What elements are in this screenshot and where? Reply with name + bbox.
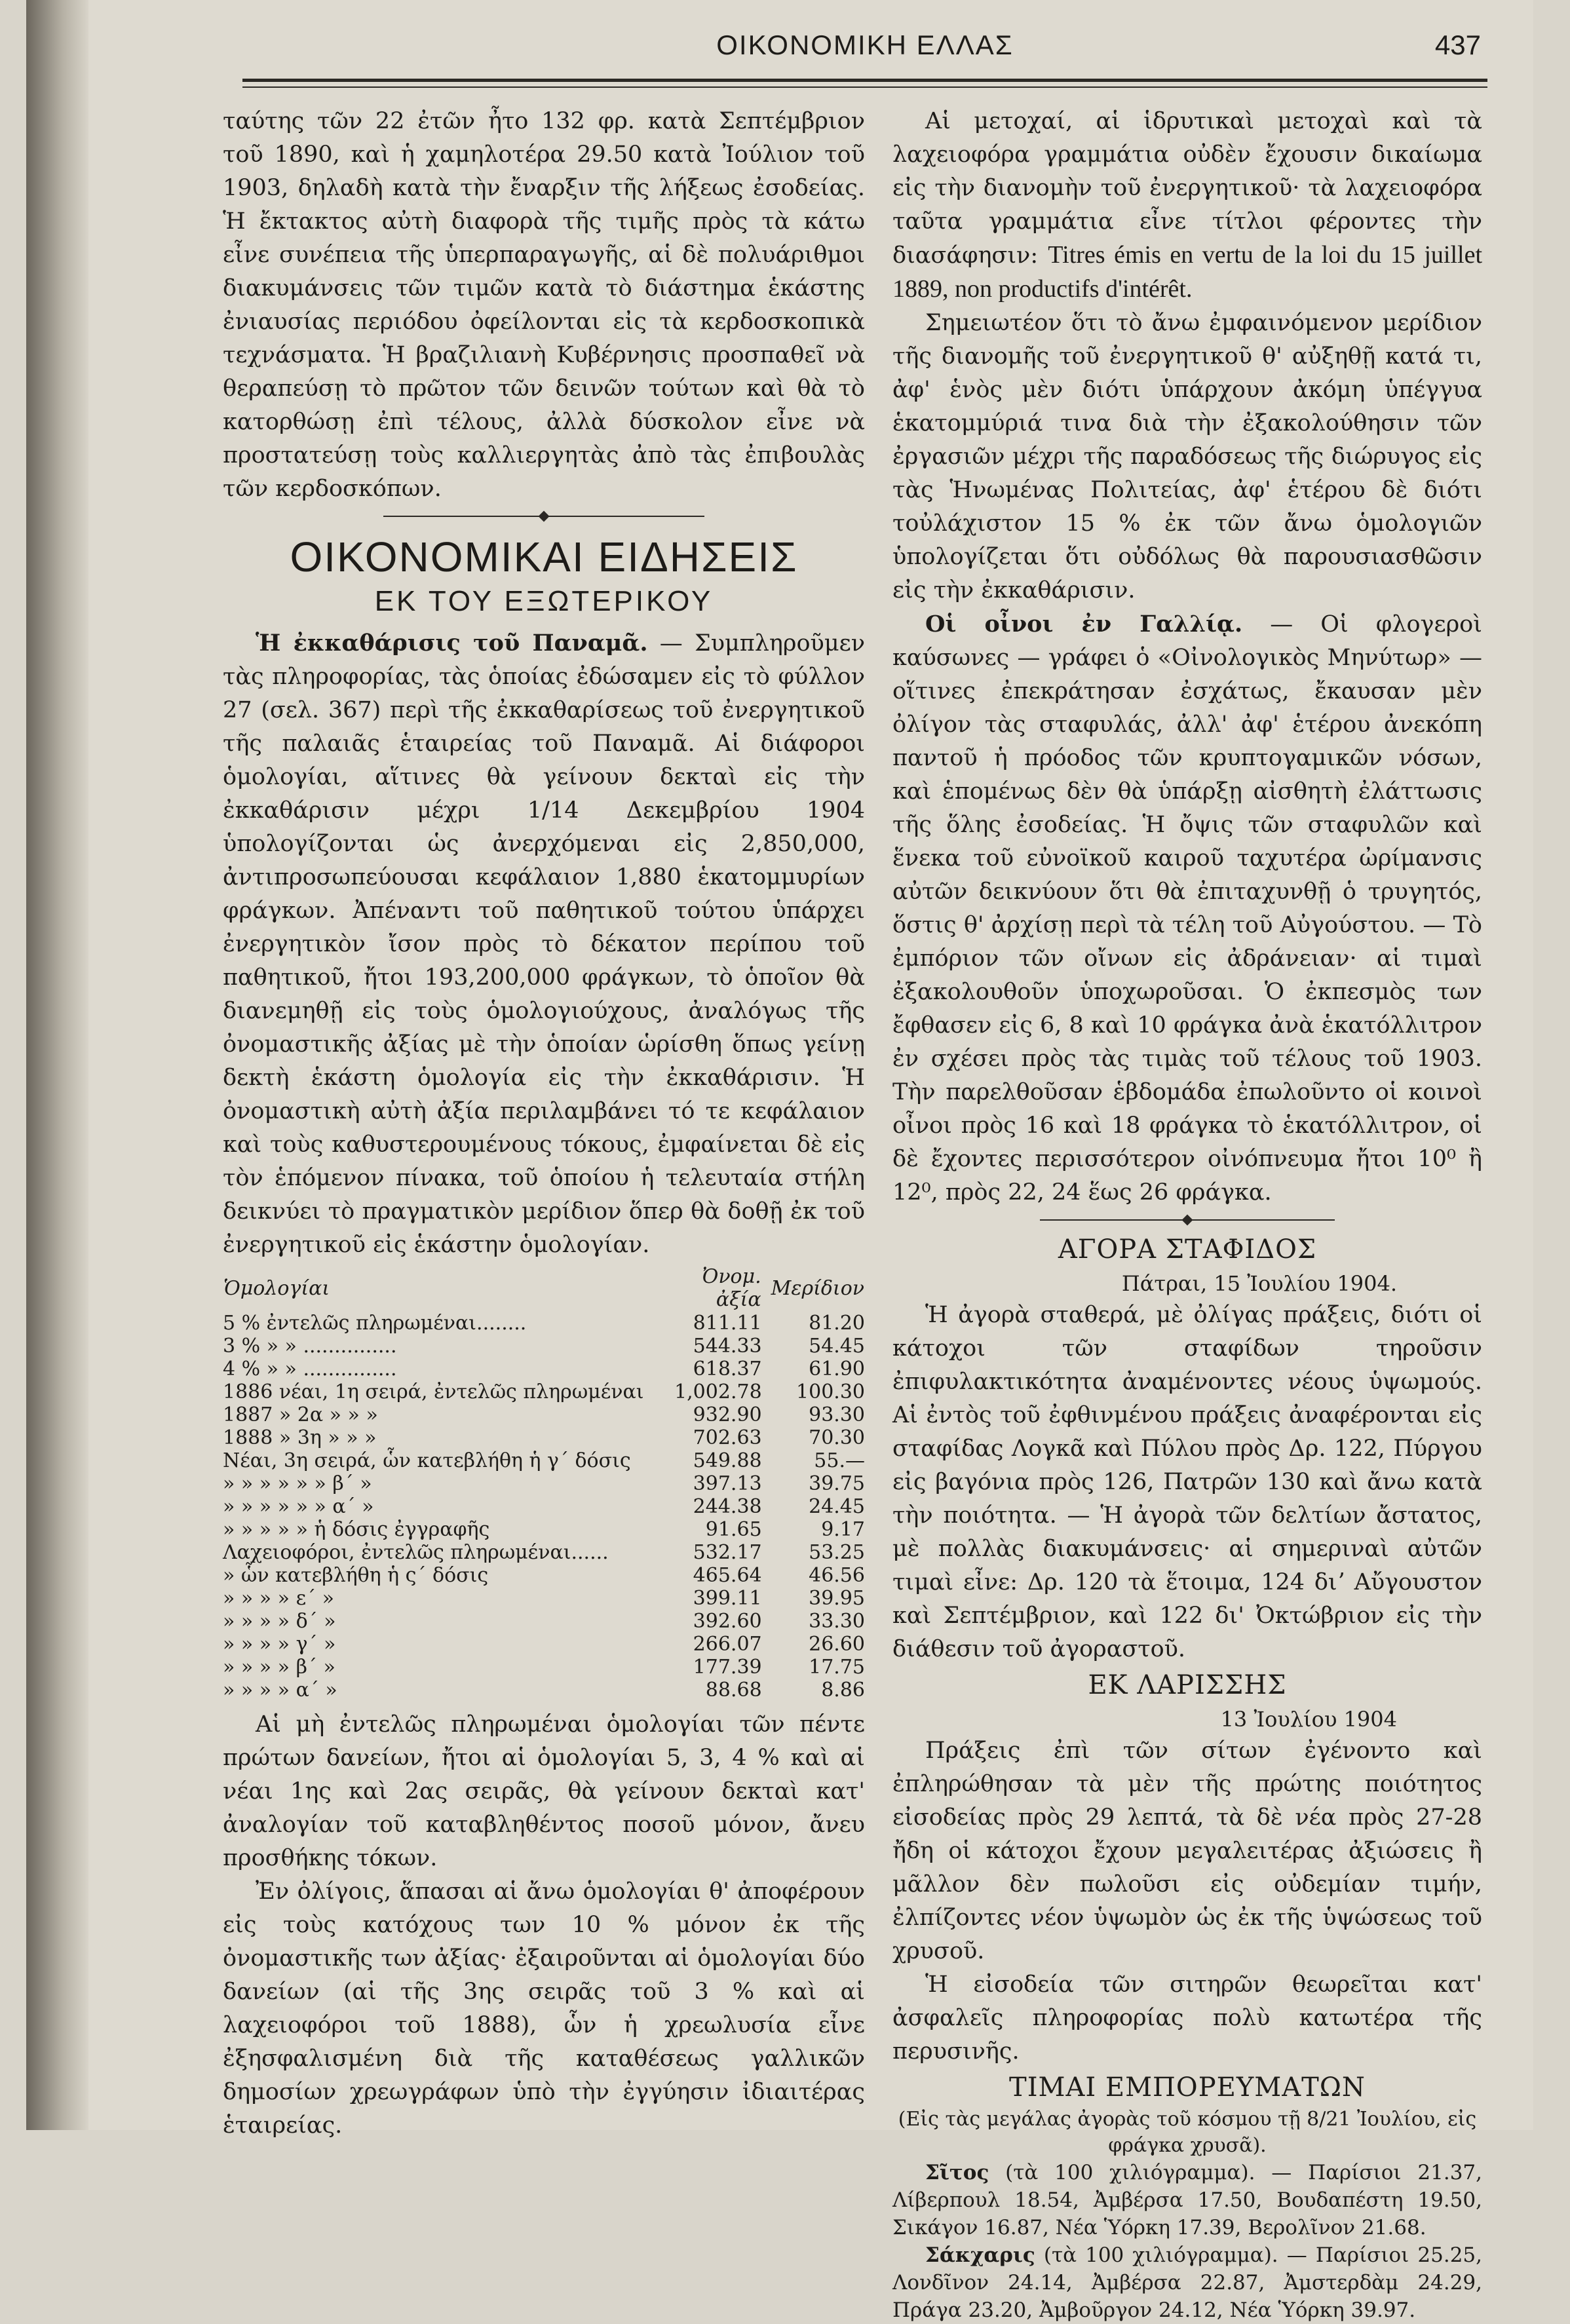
share-cell: 26.60 xyxy=(809,1633,865,1656)
table-row xyxy=(223,1633,865,1656)
table-row xyxy=(223,1656,865,1679)
nominal-value-cell: 1,002.78 xyxy=(674,1381,762,1403)
share-cell: 33.30 xyxy=(809,1610,865,1633)
table-row xyxy=(223,1381,865,1403)
table-row xyxy=(223,1312,865,1335)
wheat-prices xyxy=(892,2159,1482,2241)
table-row xyxy=(223,1518,865,1541)
raisin-market-body: Ἡ ἀγορὰ σταθερά, μὲ ὀλίγας πράξεις, διότι οἱ κάτοχοι τῶν σταφίδων τηροῦσιν ἐπιφυλακτικότητα ἀναμένοντες νέους ὑψωμούς. Αἱ ἐντὸς τοῦ ἐφθινμένου πράξεις ἀναφέρονται εἰς σταφίδας Λογκᾶ καὶ Πύλου πρὸς Δρ. 122, Πύργου εἰς βαγόνια πρὸς 126, Πατρῶν 130 καὶ ἄνω κατὰ τὴν ποιότητα. — Ἡ ἀγορὰ τῶν δελτίων ἄστατος, μὲ πολλὰς διακυμάνσεις· αἱ σημεριναὶ αὐτῶν τιμαὶ εἶνε: Δρ. 120 τὰ ἕτοιμα, 124 διʼ Αὔγουστον καὶ Σεπτέμβριον, καὶ 122 δι' Ὀκτώβριον εἰς τὴν διάθεσιν τοῦ ἀγοραστοῦ. xyxy=(892,1302,1482,1662)
nominal-value-cell: 397.13 xyxy=(693,1472,762,1495)
right-column xyxy=(892,105,1482,2324)
section-title: ΟΙΚΟΝΟΜΙΚΑΙ ΕΙΔΗΣΕΙΣ xyxy=(290,533,798,581)
table-row xyxy=(223,1335,865,1358)
nominal-value-cell: 88.68 xyxy=(705,1679,762,1702)
nominal-value-cell: 392.60 xyxy=(693,1610,762,1633)
bond-type-cell: » » » » ε΄ » xyxy=(223,1587,334,1610)
continued-paragraph: ταύτης τῶν 22 ἐτῶν ἦτο 132 φρ. κατὰ Σεπτέμβριον τοῦ 1890, καὶ ἡ χαμηλοτέρα 29.50 κατὰ Ἰούλιον τοῦ 1903, δηλαδὴ κατὰ τὴν ἔναρξιν τῆς λήξεως ἐσοδείας. Ἡ ἔκτακτος αὐτὴ διαφορὰ τῆς τιμῆς πρὸς τὰ κάτω εἶνε συνέπεια τῆς ὑπερπαραγωγῆς, αἱ δὲ πολυάριθμοι διακυμάνσεις τῶν τιμῶν κατὰ τὸ διάστημα ἑκάστης ἐνιαυσίας περιόδου ὀφείλονται εἰς τὰ κερδοσκοπικὰ τεχνάσματα. Ἡ βραζιλιανὴ Κυβέρνησις προσπαθεῖ νὰ θεραπεύσῃ τὸ πρῶτον τῶν δεινῶν τούτων καὶ θὰ τὸ κατορθώσῃ ἐπὶ τέλους, ἀλλὰ δύσκολον εἶνε νὰ προστατεύσῃ τοὺς καλλιεργητὰς ἀπὸ τὰς ἐπιβουλὰς τῶν κερδοσκόπων. xyxy=(223,108,865,502)
table-row xyxy=(223,1541,865,1564)
share-cell: 8.86 xyxy=(821,1679,865,1702)
col-header-share: Μερίδιον xyxy=(771,1276,864,1300)
sugar-prices xyxy=(892,2241,1482,2324)
share-cell: 70.30 xyxy=(809,1426,865,1449)
commodity-prices-title: ΤΙΜΑΙ ΕΜΠΟΡΕΥΜΑΤΩΝ xyxy=(1009,2072,1366,2103)
nominal-value-cell: 544.33 xyxy=(693,1335,762,1358)
table-row xyxy=(223,1495,865,1518)
page-header xyxy=(249,29,1481,69)
article-lead: Ἡ ἐκκαθάρισις τοῦ Παναμᾶ. xyxy=(256,630,648,657)
table-row xyxy=(223,1679,865,1702)
table-header-row xyxy=(223,1265,865,1312)
wine-lead: Οἱ οἶνοι ἐν Γαλλίᾳ. xyxy=(925,611,1243,638)
larissa-dateline: 13 Ἰουλίου 1904 xyxy=(1220,1707,1397,1732)
share-cell: 39.95 xyxy=(809,1587,865,1610)
share-cell: 81.20 xyxy=(809,1312,865,1335)
bond-type-cell: » » » » » ἡ δόσις ἐγγραφῆς xyxy=(223,1518,490,1541)
nominal-value-cell: 549.88 xyxy=(693,1449,762,1472)
nominal-value-cell: 465.64 xyxy=(693,1564,762,1587)
section-subtitle: ΕΚ ΤΟΥ ΕΞΩΤΕΡΙΚΟΥ xyxy=(374,585,714,617)
commodity-prices-note: (Εἰς τὰς μεγάλας ἀγορὰς τοῦ κόσμου τῇ 8/21 Ἰουλίου, εἰς φράγκα χρυσᾶ). xyxy=(898,2108,1477,2157)
nominal-value-cell: 244.38 xyxy=(693,1495,762,1518)
nominal-value-cell: 532.17 xyxy=(693,1541,762,1564)
shares-paragraph xyxy=(892,105,1482,307)
share-cell: 9.17 xyxy=(821,1518,865,1541)
bond-type-cell: Νέαι, 3η σειρά, ὧν κατεβλήθη ἡ γ΄ δόσις xyxy=(223,1449,631,1472)
sugar-lead: Σάκχαρις xyxy=(925,2243,1035,2267)
table-row xyxy=(223,1403,865,1426)
sugar-body: (τὰ 100 χιλιόγραμμα). — Παρίσιοι 25.25, Λονδῖνον 24.14, Ἀμβέρσα 22.87, Ἀμστερδὰμ 24.29, Πράγα 23.20, Ἀμβοῦργον 24.12, Νέα Ὑόρκη 39.97. xyxy=(892,2243,1482,2322)
table-row xyxy=(223,1587,865,1610)
nominal-value-cell: 91.65 xyxy=(705,1518,762,1541)
bond-type-cell: » » » » δ΄ » xyxy=(223,1610,336,1633)
share-cell: 54.45 xyxy=(809,1335,865,1358)
wheat-lead: Σῖτος xyxy=(925,2161,989,2184)
bond-type-cell: 1886 νέαι, 1η σειρά, ἐντελῶς πληρωμέναι xyxy=(223,1381,644,1403)
share-cell: 100.30 xyxy=(796,1381,865,1403)
binding-gutter xyxy=(26,0,88,2130)
col-header-nominal: Ὀνομ. ἀξία xyxy=(702,1265,761,1311)
bonds-table xyxy=(223,1265,865,1702)
larissa-title: ΕΚ ΛΑΡΙΣΣΗΣ xyxy=(1088,1670,1287,1700)
separator xyxy=(892,1212,1482,1228)
share-cell: 17.75 xyxy=(809,1656,865,1679)
nominal-value-cell: 811.11 xyxy=(693,1312,762,1335)
larissa-paragraph-2: Ἡ εἰσοδεία τῶν σιτηρῶν θεωρεῖται κατ' ἀσφαλεῖς πληροφορίας πολὺ κατωτέρα τῆς περυσινῆς. xyxy=(892,1972,1482,2065)
nominal-value-cell: 399.11 xyxy=(693,1587,762,1610)
share-cell: 24.45 xyxy=(809,1495,865,1518)
table-row xyxy=(223,1449,865,1472)
bond-type-cell: » » » » α΄ » xyxy=(223,1679,337,1702)
bond-type-cell: 3 % » » ............... xyxy=(223,1335,397,1358)
table-row xyxy=(223,1472,865,1495)
wine-body: — Οἱ φλογεροὶ καύσωνες — γράφει ὁ «Οἰνολογικὸς Μηνύτωρ» — οἵτινες ἐπεκράτησαν ἐσχάτως, ἔκαυσαν μὲν ὀλίγον τὰς σταφυλάς, ἀλλ' ἀφ' ἑτέρου ἀνεκόπη παντοῦ ἡ πρόοδος τῶν κρυπτογαμικῶν νόσων, καὶ ἑπομένως δὲν θὰ ὑπάρξῃ αἰσθητὴ ἐλάττωσις τῆς ὅλης ἐσοδείας. Ἡ ὄψις τῶν σταφυλῶν καὶ ἕνεκα τοῦ εὐνοϊκοῦ καιροῦ ταχυτέρα ὠρίμανσις αὐτῶν δεικνύουν ὅτι θὰ ἐπιταχυνθῇ ὁ τρυγητός, ὅστις θ' ἀρχίσῃ περὶ τὰ τέλη τοῦ Αὐγούστου. — Τὸ ἐμπόριον τῶν οἴνων εἰς ἀδράνειαν· αἱ τιμαὶ ἐξακολουθοῦν ὑποχωροῦσαι. Ὁ ἐκπεσμὸς των ἔφθασεν εἰς 6, 8 καὶ 10 φράγκα ἀνὰ ἑκατόλλιτρον ἐν σχέσει πρὸς τὰς τιμὰς τοῦ τέλους τοῦ 1903. Τὴν παρελθοῦσαν ἑβδομάδα ἐπωλοῦντο οἱ κοινοὶ οἶνοι πρὸς 16 καὶ 18 φράγκα τὸ ἑκατόλλιτρον, οἱ δὲ ἔχοντες περισσότερον οἰνόπνευμα ἤτοι 10⁰ ἢ 12⁰, πρὸς 22, 24 ἕως 26 φράγκα. xyxy=(892,611,1482,1206)
nominal-value-cell: 177.39 xyxy=(693,1656,762,1679)
bond-type-cell: » » » » » » α΄ » xyxy=(223,1495,374,1518)
header-rule-thin xyxy=(242,86,1487,88)
left-column xyxy=(223,105,865,2143)
share-cell: 46.56 xyxy=(809,1564,865,1587)
nominal-value-cell: 932.90 xyxy=(693,1403,762,1426)
wine-article xyxy=(892,607,1482,1210)
share-cell: 53.25 xyxy=(809,1541,865,1564)
bond-type-cell: Λαχειοφόροι, ἐντελῶς πληρωμέναι...... xyxy=(223,1541,609,1564)
summary-paragraph: Ἐν ὀλίγοις, ἅπασαι αἱ ἄνω ὁμολογίαι θ' ἀποφέρουν εἰς τοὺς κατόχους των 10 % μόνον ἐκ τῆς ὀνομαστικῆς των ἀξίας· ἐξαιροῦνται αἱ ὁμολογίαι δύο δανείων (αἱ τῆς 3ης σειρᾶς τοῦ 3 % καὶ αἱ λαχειοφόροι τοῦ 1888), ὧν ἡ χρεωλυσία εἶνε ἐξησφαλισμένη διὰ τῆς καταθέσεως γαλλικῶν δημοσίων χρεωγράφων ὑπὸ τὴν ἐγγύησιν ἰδιαιτέρας ἑταιρείας. xyxy=(223,1878,865,2139)
larissa-paragraph-1: Πράξεις ἐπὶ τῶν σίτων ἐγένοντο καὶ ἐπληρώθησαν τὰ μὲν τῆς πρώτης ποιότητος εἰσοδείας πρὸς 29 λεπτά, τὰ δὲ νέα πρὸς 27-28 ἤδη οἱ κάτοχοι ἔχουν μεγαλειτέρας ἀξιώσεις ἢ μᾶλλον δὲν πωλοῦσι εἰς οὐδεμίαν τιμήν, ἐλπίζοντες νέον ὑψωμὸν ὡς ἐκ τῆς ὑψώσεως τοῦ χρυσοῦ. xyxy=(892,1738,1482,1964)
shares-french-quote: Titres émis en vertu de la loi du 15 juillet 1889, non productifs d'intérêt. xyxy=(892,241,1482,303)
bond-type-cell: 5 % ἐντελῶς πληρωμέναι........ xyxy=(223,1312,527,1335)
article-body: — Συμπληροῦμεν τὰς πληροφορίας, τὰς ὁποίας ἐδώσαμεν εἰς τὸ φύλλον 27 (σελ. 367) περὶ τῆς ἐκκαθαρίσεως τοῦ ἐνεργητικοῦ τῆς παλαιᾶς ἑταιρείας τοῦ Παναμᾶ. Αἱ διάφοροι ὁμολογίαι, αἵτινες θὰ γείνουν δεκταὶ εἰς τὴν ἐκκαθάρισιν μέχρι 1/14 Δεκεμβρίου 1904 ὑπολογίζονται ὡς ἀνερχόμεναι εἰς 2,850,000, ἀντιπροσωπεύουσαι κεφάλαιον 1,880 ἑκατομμυρίων φράγκων. Ἀπέναντι τοῦ παθητικοῦ τούτου ὑπάρχει ἐνεργητικὸν ἴσον πρὸς τὸ δέκατον περίπου τοῦ παθητικοῦ, ἤτοι 193,200,000 φράγκων, τὸ ὁποῖον θὰ διανεμηθῇ εἰς τοὺς ὁμολογιούχους, ἀναλόγως τῆς ὀνομαστικῆς ἀξίας μὲ τὴν ὁποίαν ὡρίσθη ὅπως γείνῃ δεκτὴ ἑκάστη ὁμολογία εἰς τὴν ἐκκαθάρισιν. Ἡ ὀνομαστικὴ αὐτὴ ἀξία περιλαμβάνει τό τε κεφάλαιον καὶ τοὺς καθυστερουμένους τόκους, ἐμφαίνεται δὲ εἰς τὸν ἑπόμενον πίνακα, τοῦ ὁποίου ἡ τελευταία στήλη δεικνύει τὸ πραγματικὸν μερίδιον ὅπερ θὰ δοθῇ ἐκ τοῦ ἐνεργητικοῦ εἰς ἑκάστην ὁμολογίαν. xyxy=(223,630,865,1258)
bond-type-cell: 1887 » 2α » » » xyxy=(223,1403,378,1426)
newspaper-page xyxy=(26,0,1533,2322)
shares-greek: Αἱ μετοχαί, αἱ ἱδρυτικαὶ μετοχαὶ καὶ τὰ λαχειοφόρα γραμμάτια οὐδὲν ἔχουσιν δικαίωμα εἰς τὴν διανομὴν τοῦ ἐνεργητικοῦ· τὰ λαχειοφόρα ταῦτα γραμμάτια εἶνε τίτλοι φέροντες τὴν διασάφησιν: xyxy=(892,108,1482,269)
table-row xyxy=(223,1610,865,1633)
after-table-paragraph: Αἱ μὴ ἐντελῶς πληρωμέναι ὁμολογίαι τῶν πέντε πρώτων δανείων, ἤτοι αἱ ὁμολογίαι 5, 3, 4 % καὶ αἱ νέαι 1ης καὶ 2ας σειρᾶς, θὰ γείνουν δεκταὶ κατ' ἀναλογίαν τοῦ καταβληθέντος ποσοῦ μόνον, ἄνευ προσθήκης τόκων. xyxy=(223,1711,865,1871)
table-row xyxy=(223,1426,865,1449)
table-row xyxy=(223,1564,865,1587)
share-cell: 39.75 xyxy=(809,1472,865,1495)
running-title: ΟΙΚΟΝΟΜΙΚΗ ΕΛΛΑΣ xyxy=(716,29,1014,60)
nominal-value-cell: 618.37 xyxy=(693,1358,762,1381)
raisin-market-dateline: Πάτραι, 15 Ἰουλίου 1904. xyxy=(1121,1271,1397,1296)
nominal-value-cell: 266.07 xyxy=(693,1633,762,1656)
bond-type-cell: » ὧν κατεβλήθη ἡ ς΄ δόσις xyxy=(223,1564,489,1587)
bond-type-cell: 4 % » » ............... xyxy=(223,1358,397,1381)
share-cell: 93.30 xyxy=(809,1403,865,1426)
wheat-body: (τὰ 100 χιλιόγραμμα). — Παρίσιοι 21.37, Λίβερπουλ 18.54, Ἀμβέρσα 17.50, Βουδαπέστη 19.50, Σικάγον 16.87, Νέα Ὑόρκη 17.39, Βερολῖνον 21.68. xyxy=(892,2161,1482,2239)
share-cell: 55.— xyxy=(814,1449,865,1472)
bond-type-cell: » » » » γ΄ » xyxy=(223,1633,336,1656)
col-header-bonds: Ὁμολογίαι xyxy=(223,1276,330,1300)
nominal-value-cell: 702.63 xyxy=(693,1426,762,1449)
panama-article xyxy=(223,626,865,1262)
raisin-market-title: ΑΓΟΡΑ ΣΤΑΦΙΔΟΣ xyxy=(1058,1234,1317,1265)
page-number: 437 xyxy=(1434,29,1481,60)
bond-type-cell: » » » » » » β΄ » xyxy=(223,1472,372,1495)
bond-type-cell: » » » » β΄ » xyxy=(223,1656,335,1679)
header-rule xyxy=(242,79,1487,82)
share-cell: 61.90 xyxy=(809,1358,865,1381)
separator xyxy=(223,508,865,524)
note-paragraph: Σημειωτέον ὅτι τὸ ἄνω ἐμφαινόμενον μερίδιον τῆς διανομῆς τοῦ ἐνεργητικοῦ θ' αὐξηθῇ κατά τι, ἀφ' ἑνὸς μὲν διότι ὑπάρχουν ἀκόμη ὑπέγγυα ἑκατομμύριά τινα διὰ τὴν ἐξακολούθησιν τῶν ἐργασιῶν μέχρι τῆς παραδόσεως τῆς διώρυγος εἰς τὰς Ἡνωμένας Πολιτείας, ἀφ' ἑτέρου δὲ διότι τοὐλάχιστον 15 % ἐκ τῶν ἄνω ὁμολογιῶν ὑπολογίζεται ὅτι οὐδόλως θὰ παρουσιασθῶσιν εἰς τὴν ἐκκαθάρισιν. xyxy=(892,310,1482,603)
table-row xyxy=(223,1358,865,1381)
bond-type-cell: 1888 » 3η » » » xyxy=(223,1426,377,1449)
